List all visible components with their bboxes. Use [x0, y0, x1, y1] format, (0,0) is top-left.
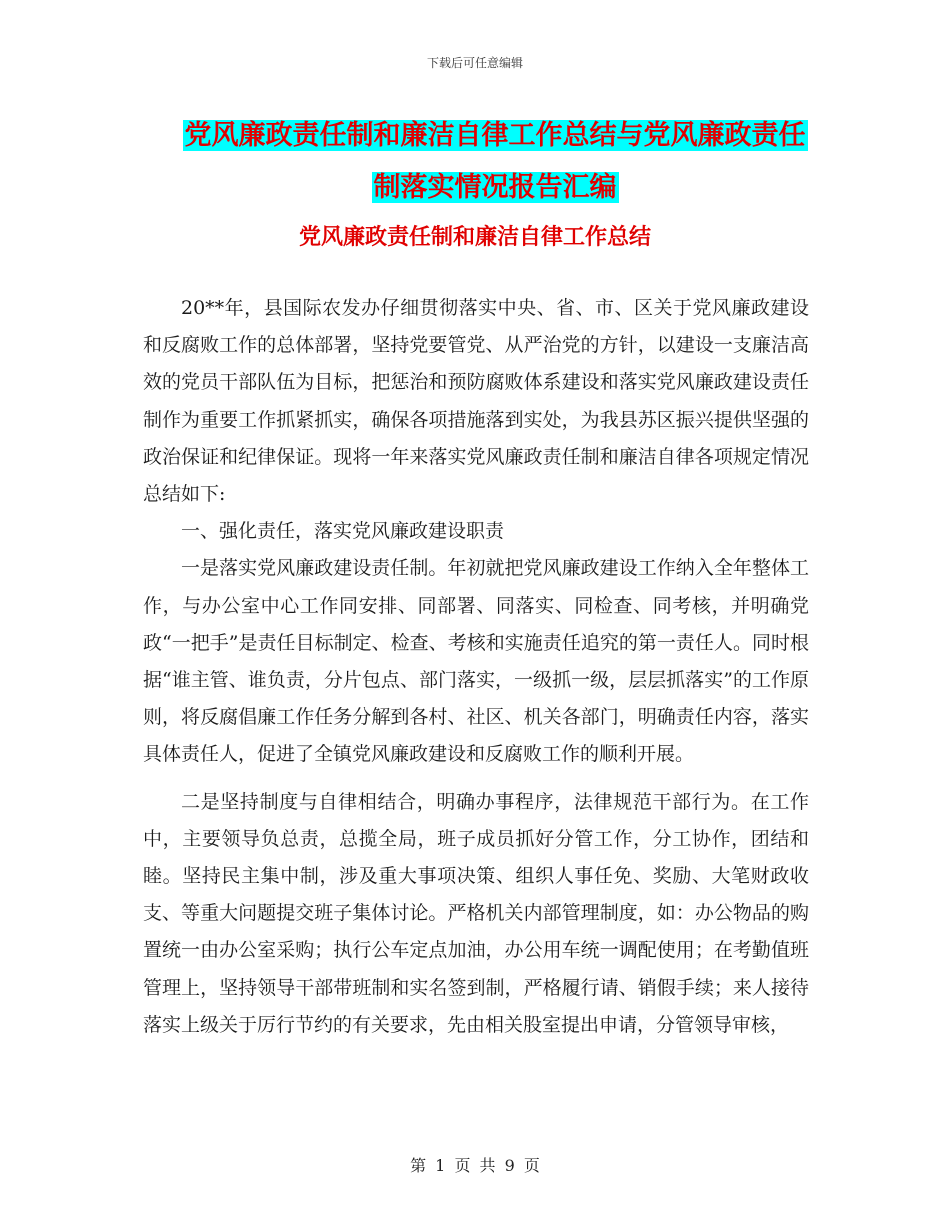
page-number: 第 1 页 共 9 页 [410, 1156, 540, 1175]
section-title: 党风廉政责任制和廉洁自律工作总结 [298, 225, 651, 250]
document-title [150, 110, 840, 214]
document-title-line-1: 党风廉政责任制和廉洁自律工作总结与党风廉政责任 [184, 120, 806, 151]
paragraph-responsibility: 一是落实党风廉政建设责任制。年初就把党风廉政建设工作纳入全年整体工作，与办公室中心工作同安排、同部署、同落实、同检查、同考核，并明确党政“一把手”是责任目标制定、检查、考核和实施责任追究的第一责任人。同时根据“谁主管、谁负责，分片包点、部门落实，一级抓一级，层层抓落实”的工作原则，将反腐倡廉工作任务分解到各村、社区、机关各部门，明确责任内容，落实具体责任人，促进了全镇党风廉政建设和反腐败工作的顺利开展。 [143, 557, 809, 766]
header-note: 下载后可任意编辑 [426, 56, 523, 70]
body-text [143, 290, 809, 1044]
document-title-line-2: 制落实情况报告汇编 [373, 172, 617, 203]
paragraph-system-discipline: 二是坚持制度与自律相结合，明确办事程序，法律规范干部行为。在工作中，主要领导负总责，总揽全局，班子成员抓好分管工作，分工协作，团结和睦。坚持民主集中制，涉及重大事项决策、组织人事任免、奖励、大笔财政收支、等重大问题提交班子集体讨论。严格机关内部管理制度，如：办公物品的购置统一由办公室采购；执行公车定点加油，办公用车统一调配使用；在考勤值班管理上，坚持领导干部带班制和实名签到制，严格履行请、销假手续；来人接待落实上级关于厉行节约的有关要求，先由相关股室提出申请，分管领导审核， [143, 790, 809, 1036]
paragraph-heading-1: 一、强化责任，落实党风廉政建设职责 [181, 520, 505, 543]
paragraph-intro: 20**年，县国际农发办仔细贯彻落实中央、省、市、区关于党风廉政建设和反腐败工作的总体部署，坚持党要管党、从严治党的方针，以建设一支廉洁高效的党员干部队伍为目标，把惩治和预防腐败体系建设和落实党风廉政建设责任制作为重要工作抓紧抓实，确保各项措施落到实处，为我县苏区振兴提供坚强的政治保证和纪律保证。现将一年来落实党风廉政责任制和廉洁自律各项规定情况总结如下: [143, 297, 809, 506]
